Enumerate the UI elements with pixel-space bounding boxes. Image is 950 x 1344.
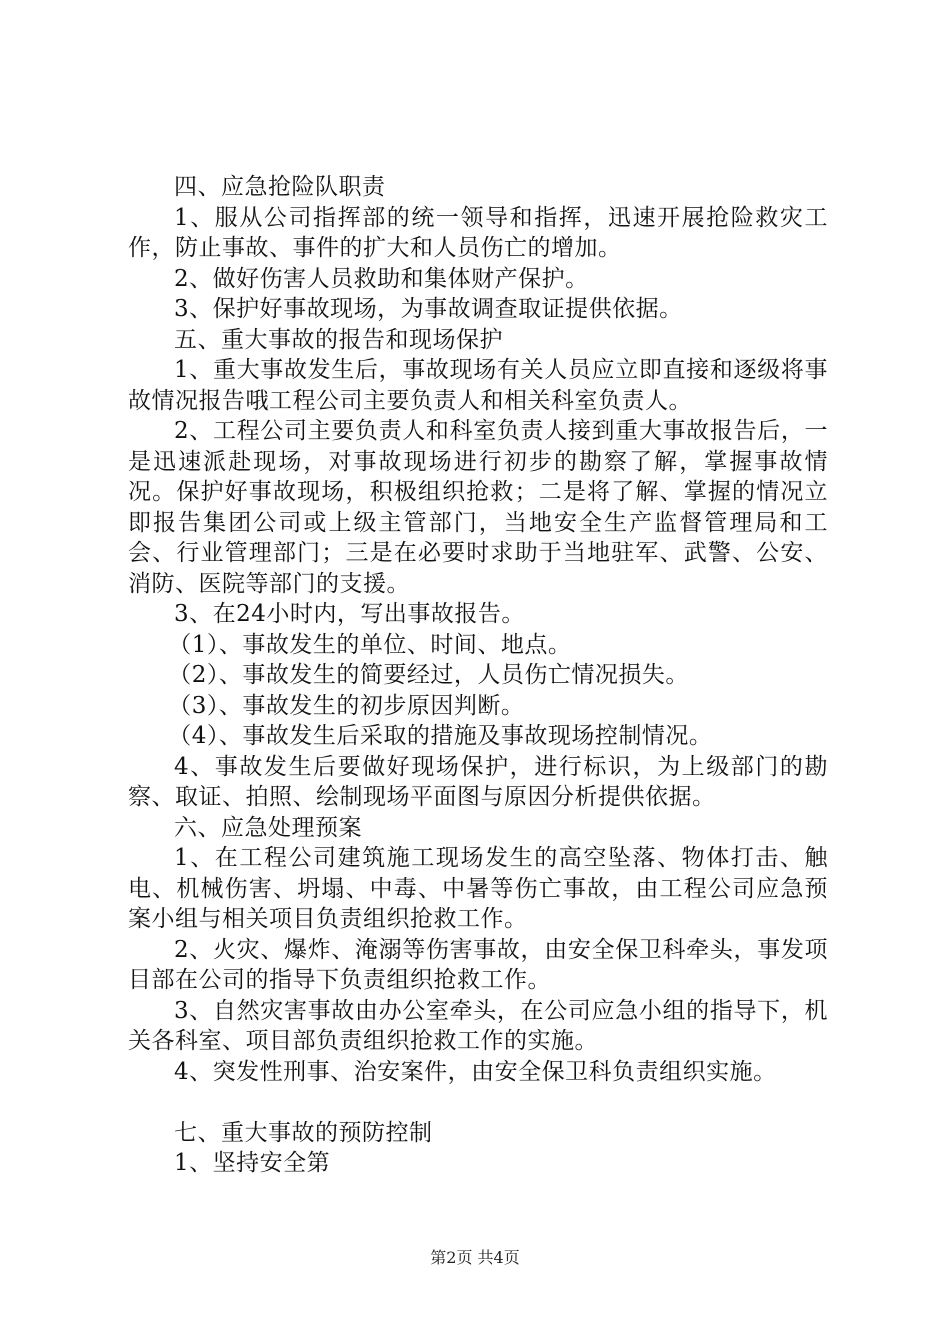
paragraph: 3、自然灾害事故由办公室牵头，在公司应急小组的指导下，机关各科室、项目部负责组织抢救工作的实施。 <box>128 997 828 1054</box>
paragraph: 2、工程公司主要负责人和科室负责人接到重大事故报告后，一是迅速派赴现场，对事故现场进行初步的勘察了解，掌握事故情况。保护好事故现场，积极组织抢救；二是将了解、掌握的情况立即报告集团公司或上级主管部门，当地安全生产监督管理局和工会、行业管理部门；三是在必要时求助于当地驻军、武警、公安、消防、医院等部门的支援。 <box>128 418 828 597</box>
paragraph: 1、在工程公司建筑施工现场发生的高空坠落、物体打击、触电、机械伤害、坍塌、中毒、中暑等伤亡事故，由工程公司应急预案小组与相关项目负责组织抢救工作。 <box>128 845 828 932</box>
document-body <box>128 172 828 1179</box>
sub-item: （2）、事故发生的简要经过，人员伤亡情况损失。 <box>168 662 689 688</box>
paragraph: 1、服从公司指挥部的统一领导和指挥，迅速开展抢险救灾工作，防止事故、事件的扩大和人员伤亡的增加。 <box>128 204 828 261</box>
paragraph: 3、在24小时内，写出事故报告。 <box>174 601 525 627</box>
paragraph: 3、保护好事故现场，为事故调查取证提供依据。 <box>174 296 683 322</box>
paragraph: 2、做好伤害人员救助和集体财产保护。 <box>174 265 589 292</box>
sub-item: （1）、事故发生的单位、时间、地点。 <box>168 631 572 658</box>
paragraph: 2、火灾、爆炸、淹溺等伤害事故，由安全保卫科牵头，事发项目部在公司的指导下负责组织抢救工作。 <box>128 936 828 993</box>
section-heading-4: 四、应急抢险队职责 <box>174 174 386 200</box>
paragraph: 4、突发性刑事、治安案件，由安全保卫科负责组织实施。 <box>174 1058 777 1085</box>
paragraph: 1、坚持安全第 <box>174 1150 331 1176</box>
blank-line <box>128 1087 828 1118</box>
sub-item: （4）、事故发生后采取的措施及事故现场控制情况。 <box>168 723 713 749</box>
section-heading-6: 六、应急处理预案 <box>174 814 362 841</box>
page-footer: 第2页 共4页 <box>430 1248 520 1267</box>
paragraph: 1、重大事故发生后，事故现场有关人员应立即直接和逐级将事故情况报告哦工程公司主要负责人和相关科室负责人。 <box>128 357 828 414</box>
section-heading-7: 七、重大事故的预防控制 <box>174 1119 433 1146</box>
section-heading-5: 五、重大事故的报告和现场保护 <box>174 326 503 353</box>
sub-item: （3）、事故发生的初步原因判断。 <box>168 692 525 719</box>
paragraph: 4、事故发生后要做好现场保护，进行标识，为上级部门的勘察、取证、拍照、绘制现场平面图与原因分析提供依据。 <box>128 753 828 810</box>
